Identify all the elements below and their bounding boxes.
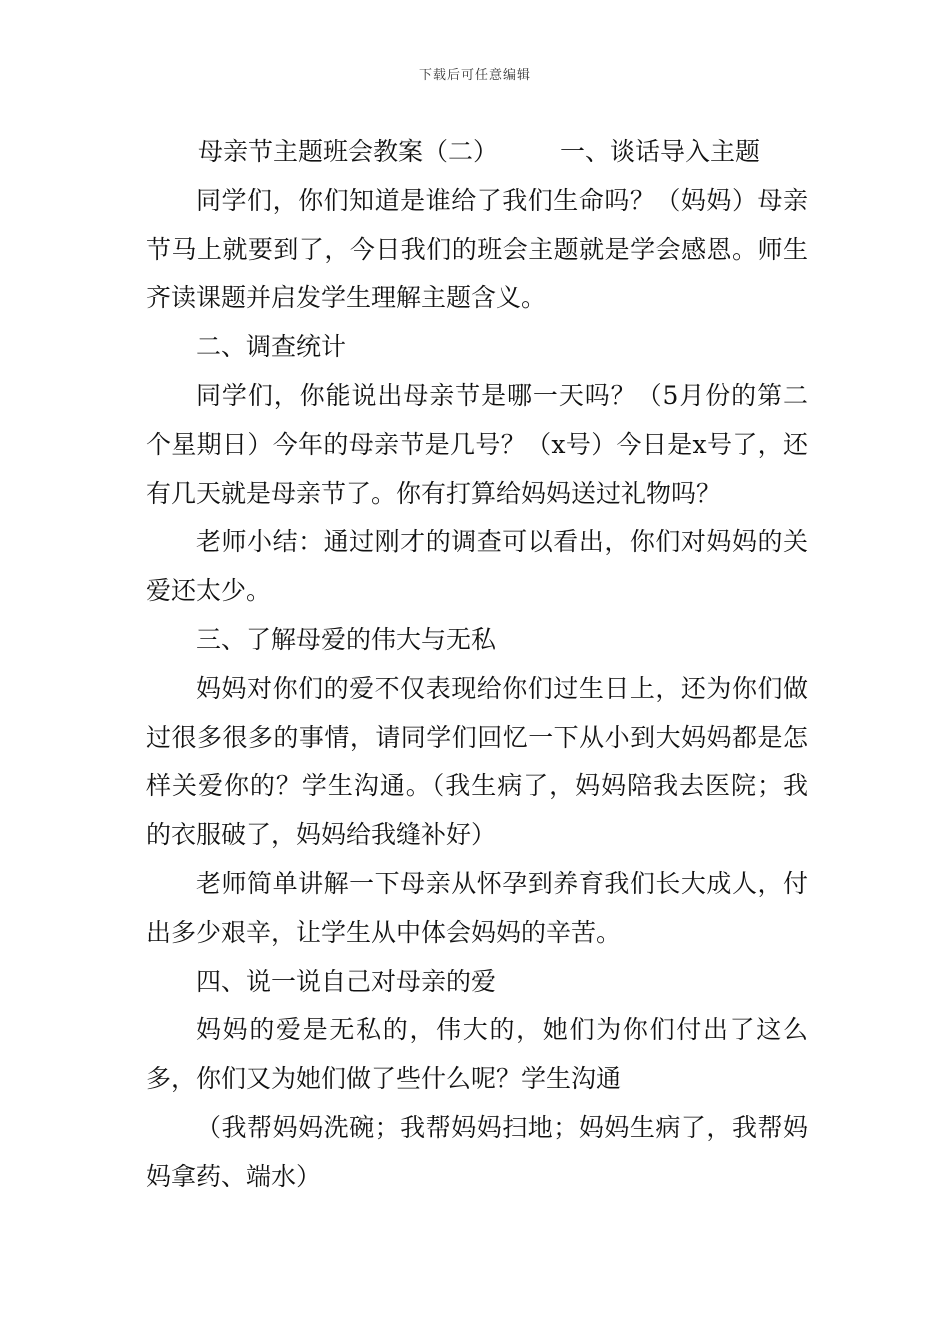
paragraph: 老师简单讲解一下母亲从怀孕到养育我们长大成人，付出多少艰辛，让学生从中体会妈妈的辛苦。 [146,868,808,947]
paragraph: 妈妈的爱是无私的，伟大的，她们为你们付出了这么多，你们又为她们做了些什么呢？学生沟通 [146,1015,808,1094]
paragraph: 同学们，你能说出母亲节是哪一天吗？（5月份的第二个星期日）今年的母亲节是几号？（x号）今日是x号了，还有几天就是母亲节了。你有打算给妈妈送过礼物吗？ [146,380,808,508]
document-title: 母亲节主题班会教案（二） [198,137,499,166]
paragraph: 老师小结：通过刚才的调查可以看出，你们对妈妈的关爱还太少。 [146,527,808,606]
page-header: 下载后可任意编辑 [418,68,531,83]
section-heading-3: 三、了解母爱的伟大与无私 [196,624,497,654]
paragraph: 同学们，你们知道是谁给了我们生命吗？（妈妈）母亲节马上就要到了，今日我们的班会主题就是学会感恩。师生齐读课题并启发学生理解主题含义。 [146,185,808,313]
title-line [146,128,808,177]
document-body [146,128,808,1202]
paragraph: （我帮妈妈洗碗；我帮妈妈扫地；妈妈生病了，我帮妈妈拿药、端水） [146,1112,808,1191]
section-heading-1: 一、谈话导入主题 [560,137,761,166]
section-heading-2: 二、调查统计 [196,332,347,362]
paragraph: 妈妈对你们的爱不仅表现给你们过生日上，还为你们做过很多很多的事情，请同学们回忆一下从小到大妈妈都是怎样关爱你的？学生沟通。（我生病了，妈妈陪我去医院；我的衣服破了，妈妈给我缝补好） [146,673,808,850]
section-heading-4: 四、说一说自己对母亲的爱 [196,966,497,996]
